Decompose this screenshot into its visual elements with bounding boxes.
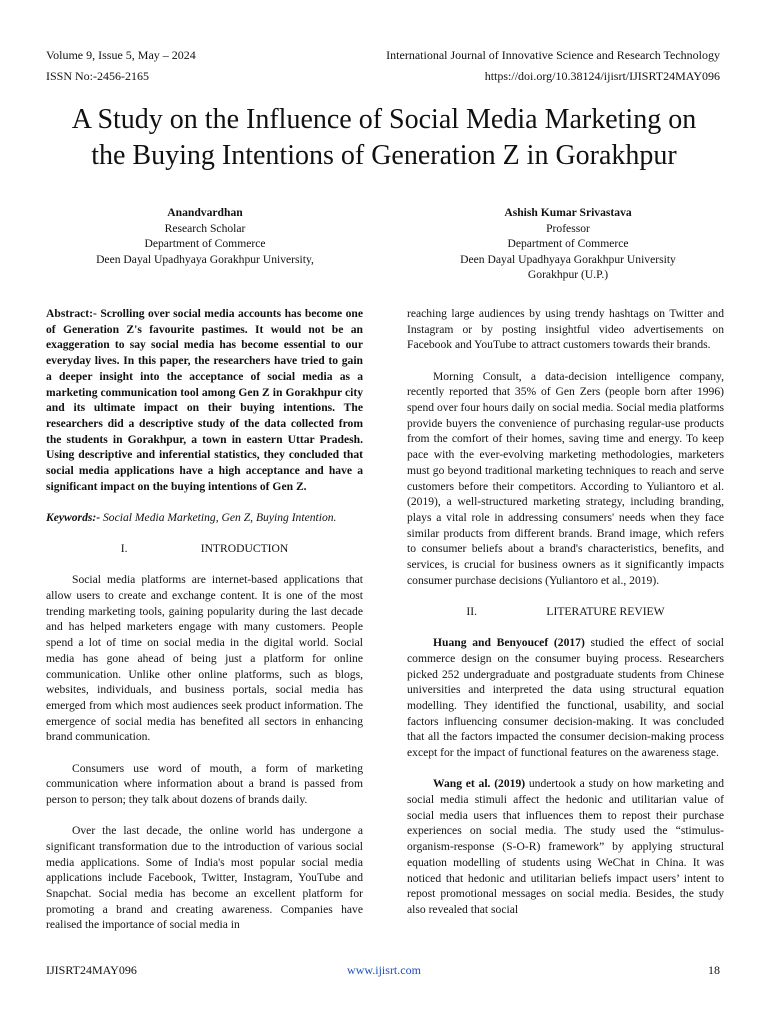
footer-website-link[interactable]: www.ijisrt.com [347, 963, 421, 977]
citation-lead: Huang and Benyoucef (2017) [433, 636, 585, 650]
author-name: Ashish Kumar Srivastava [504, 206, 632, 219]
paper-title-line-1: A Study on the Influence of Social Media Marketing on [71, 104, 697, 135]
author-block-2 [418, 205, 718, 283]
abstract [46, 306, 363, 494]
author-role: Professor [546, 221, 590, 235]
literature-paragraph [407, 776, 724, 917]
keywords-label: Keywords:- [46, 510, 101, 524]
doi-link[interactable]: https://doi.org/10.38124/ijisrt/IJISRT24MAY096 [484, 69, 720, 83]
left-column [46, 306, 363, 949]
right-column [407, 306, 724, 933]
page-number: 18 [708, 963, 720, 977]
body-paragraph: Over the last decade, the online world has undergone a significant transformation due to the introduction of various social media applications. Some of India's most popular social media applications include Facebook, Twitter, Instagram, YouTube and Snapchat. Social media has become an excellent platform for promoting a brand and creating awareness. Companies have realised the importance of social media in [46, 824, 363, 932]
literature-paragraph [407, 635, 724, 761]
citation-lead: Wang et al. (2019) [433, 777, 526, 791]
section-title: LITERATURE REVIEW [546, 604, 665, 618]
footer-paper-id: IJISRT24MAY096 [46, 963, 137, 977]
paper-title-line-2: the Buying Intentions of Generation Z in Gorakhpur [91, 140, 677, 171]
keywords-text: Social Media Marketing, Gen Z, Buying Intention. [100, 510, 337, 524]
author-name: Anandvardhan [167, 206, 243, 219]
volume-info: Volume 9, Issue 5, May – 2024 [46, 48, 196, 62]
section-number: I. [120, 542, 128, 556]
body-paragraph: reaching large audiences by using trendy hashtags on Twitter and Instagram or by posting insightful video advertisements on Facebook and YouTube to attract customers towards their brands. [407, 307, 724, 352]
paper-title [30, 102, 738, 174]
author-department: Department of Commerce [507, 237, 629, 250]
paragraph-text: undertook a study on how marketing and social media stimuli affect the hedonic and utilitarian value of social media users that influences them to repost their purchase experiences on social media. The study used the “stimulus-organism-response (S-O-R) framework” by applying structural equation modelling of students using WeChat in China. It was noticed that hedonic and utilitarian beliefs impact users’ intent to repost promotional messages on social media. Besides, the study also revealed that social [407, 777, 724, 916]
abstract-label: Abstract:- [46, 307, 97, 320]
journal-name: International Journal of Innovative Science and Research Technology [386, 48, 720, 62]
section-heading-introduction [46, 541, 363, 557]
section-number: II. [466, 604, 478, 618]
author-place: Gorakhpur (U.P.) [527, 268, 609, 281]
author-affiliation: Deen Dayal Upadhyaya Gorakhpur University, [96, 252, 314, 266]
body-paragraph: Social media platforms are internet-based applications that allow users to create and exchange content. It is one of the most trending marketing tools, gaining popularity during the last decade and has helped marketers engage with many customers. People spend a lot of time on social media in the digital world. Social media has gone ahead of being just a platform for online communication. Unlike other online platforms, such as blogs, websites, individuals, and business portals, social media has emerged from which most audiences seek product information. The emergence of social media has benefited all sectors in enhancing brand communication. [46, 573, 363, 744]
keywords [46, 510, 363, 526]
issn: ISSN No:-2456-2165 [46, 69, 150, 83]
author-role: Research Scholar [164, 221, 246, 235]
author-affiliation: Deen Dayal Upadhyaya Gorakhpur University [460, 252, 676, 266]
section-heading-literature-review [407, 604, 724, 620]
abstract-text: Scrolling over social media accounts has become one of Generation Z's favourite pastimes. It would not be an exaggeration to say social media has become essential to our everyday lives. In this paper, the researchers have tried to gain a deeper insight into the acceptance of social media as a marketing communication tool among Gen Z in Gorakhpur city and its ultimate impact on their buying intentions. The researchers did a descriptive study of the data collected from the students in Gorakhpur, a town in eastern Uttar Pradesh. Using descriptive and inferential statistics, they concluded that social media applications have a high acceptance and have a significant impact on the buying intentions of Gen Z. [46, 307, 363, 493]
author-block-1 [60, 205, 350, 267]
body-paragraph: Morning Consult, a data-decision intelligence company, recently reported that 35% of Gen Zers (people born after 1996) spend over four hours daily on social media. Social media platforms provide buyers the convenience of purchasing regular-use products from the comfort of their homes, saving time and energy. To keep pace with the ever-evolving marketing methodologies, marketers must go beyond traditional marketing techniques to reach and serve customers before their competitors. According to Yuliantoro et al. (2019), a well-structured marketing strategy, including branding, plays a vital role in addressing consumers' needs when they face similar products from different brands. Brand image, which refers to consumer beliefs about a brand's characteristics, benefits, and services, is crucial for business owners as it significantly impacts consumer purchase decisions (Yuliantoro et al., 2019). [407, 369, 724, 587]
paragraph-text: studied the effect of social commerce design on the consumer buying process. Researchers picked 252 undergraduate and postgraduate students from Chinese universities and interpreted the data using structural equation modelling. They identified the functional, usability, and social factors influencing consumer decision-making. It was concluded that all the factors impacted the consumer decision-making process except for the impact of functional features on the awareness stage. [407, 636, 724, 760]
author-department: Department of Commerce [144, 237, 266, 250]
section-title: INTRODUCTION [200, 542, 289, 556]
body-paragraph: Consumers use word of mouth, a form of marketing communication where information about a brand is passed from person to person; they talk about dozens of brands daily. [46, 761, 363, 806]
